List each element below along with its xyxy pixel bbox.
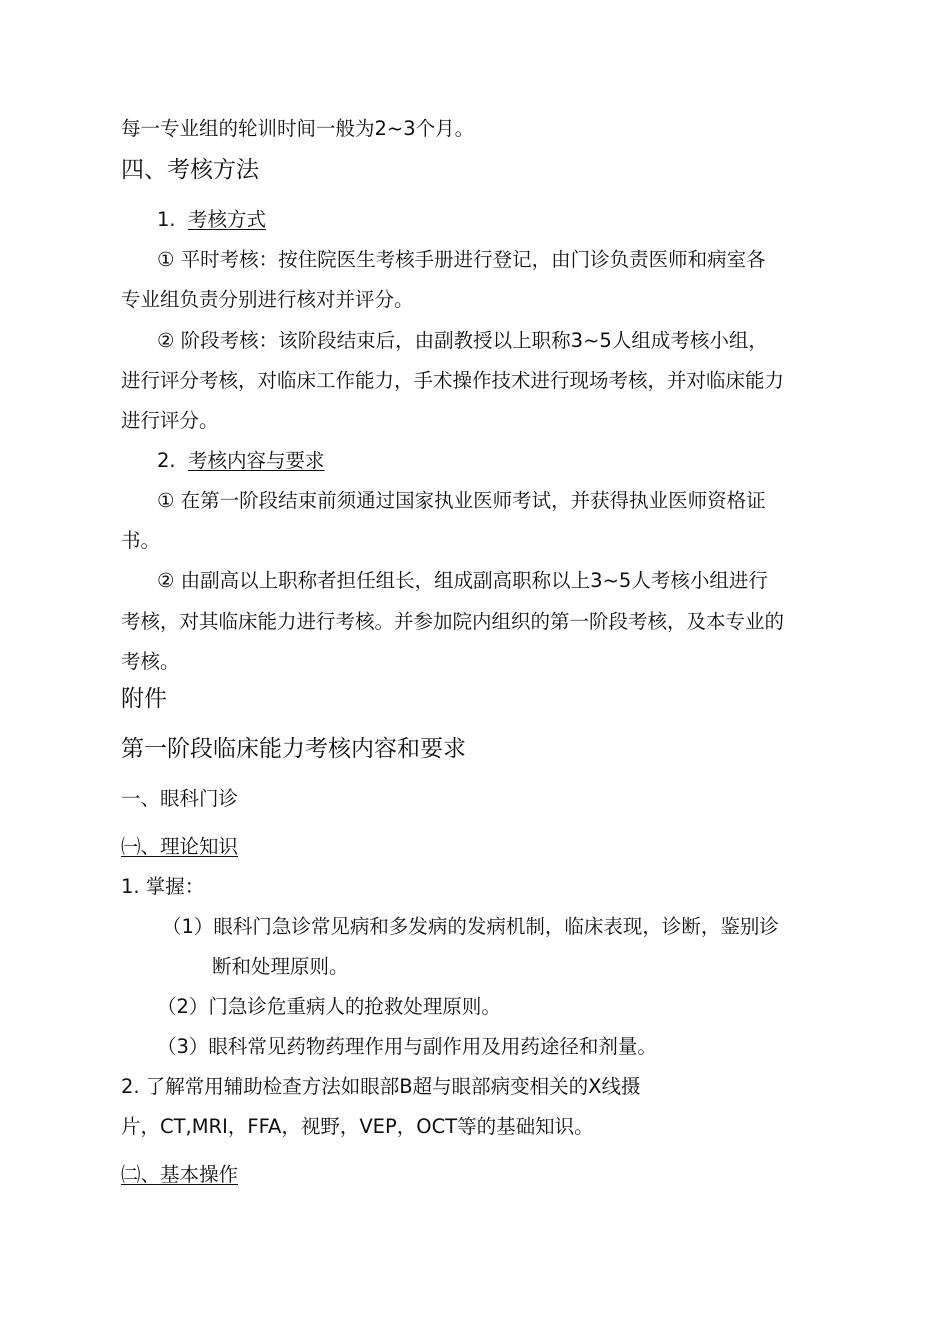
list-item: 2. 了解常用辅助检查方法如眼部B超与眼部病变相关的X线摄 bbox=[121, 1075, 641, 1098]
paragraph-line: ① 平时考核：按住院医生考核手册进行登记，由门诊负责医师和病室各 bbox=[157, 248, 766, 271]
sub-heading: ㈡、基本操作 bbox=[121, 1163, 239, 1186]
paragraph-line: 专业组负责分别进行核对并评分。 bbox=[121, 288, 414, 311]
paragraph-line: 每一专业组的轮训时间一般为2~3个月。 bbox=[121, 117, 475, 140]
subsection-title: 考核内容与要求 bbox=[188, 449, 325, 472]
paragraph-line: 进行评分考核，对临床工作能力，手术操作技术进行现场考核，并对临床能力 bbox=[121, 369, 785, 392]
list-item: 1. 掌握： bbox=[121, 875, 205, 898]
part-heading: 一、眼科门诊 bbox=[121, 787, 239, 810]
paragraph-line: ② 阶段考核：该阶段结束后，由副教授以上职称3~5人组成考核小组， bbox=[157, 329, 768, 352]
list-subitem-continuation: 断和处理原则。 bbox=[212, 955, 349, 978]
paragraph-line: 考核。 bbox=[121, 650, 180, 673]
paragraph-line: ① 在第一阶段结束前须通过国家执业医师考试，并获得执业医师资格证 bbox=[157, 489, 766, 512]
paragraph-line: 考核，对其临床能力进行考核。并参加院内组织的第一阶段考核，及本专业的 bbox=[121, 610, 785, 633]
paragraph-line: ② 由副高以上职称者担任组长，组成副高职称以上3~5人考核小组进行 bbox=[157, 569, 768, 592]
list-subitem: （2）门急诊危重病人的抢救处理原则。 bbox=[157, 995, 501, 1018]
subsection-number: 1. bbox=[157, 208, 176, 231]
list-subitem: （3）眼科常见药物药理作用与副作用及用药途径和剂量。 bbox=[157, 1035, 657, 1058]
subsection-number: 2. bbox=[157, 449, 176, 472]
list-item-continuation: 片，CT,MRI，FFA，视野，VEP，OCT等的基础知识。 bbox=[121, 1115, 594, 1138]
list-subitem: （1）眼科门急诊常见病和多发病的发病机制，临床表现，诊断，鉴别诊 bbox=[162, 915, 779, 938]
section-heading: 四、考核方法 bbox=[121, 157, 259, 183]
paragraph-line: 进行评分。 bbox=[121, 409, 219, 432]
sub-heading: ㈠、理论知识 bbox=[121, 835, 239, 858]
appendix-title: 第一阶段临床能力考核内容和要求 bbox=[121, 736, 466, 762]
subsection-title: 考核方式 bbox=[188, 208, 267, 231]
paragraph-line: 书。 bbox=[121, 529, 161, 552]
appendix-label: 附件 bbox=[121, 686, 167, 712]
